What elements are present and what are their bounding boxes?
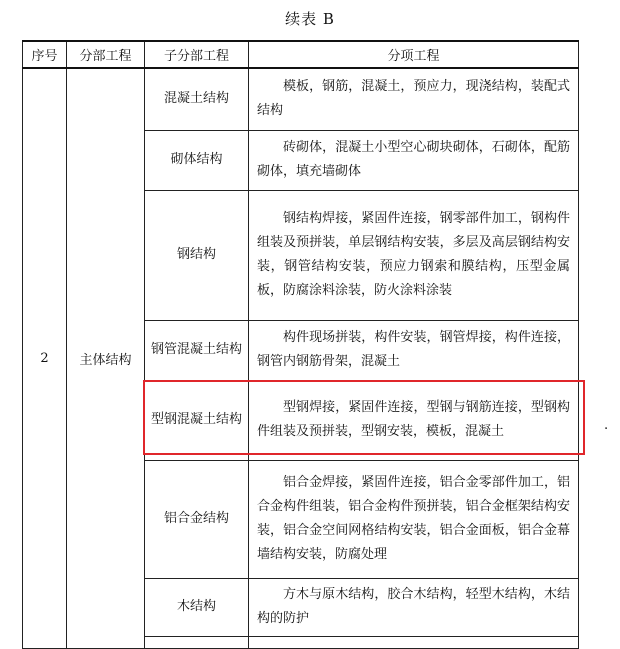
highlight-box	[143, 380, 585, 455]
header-subdivision: 子分部工程	[145, 41, 249, 68]
subdivision-cell: 钢结构	[145, 190, 249, 320]
construction-division-table	[22, 40, 579, 649]
margin-mark: .	[604, 418, 609, 433]
subdivision-cell: 铝合金结构	[145, 460, 249, 578]
items-cell: 模板，钢筋，混凝土，预应力，现浇结构，装配式结构	[249, 68, 579, 130]
subdivision-cell: 砌体结构	[145, 130, 249, 190]
index-cell: 2	[23, 68, 67, 648]
header-index: 序号	[23, 41, 67, 68]
subdivision-cell: 混凝土结构	[145, 68, 249, 130]
items-cell: 构件现场拼装，构件安装，钢管焊接，构件连接，钢管内钢筋骨架，混凝土	[249, 320, 579, 380]
subdivision-cell: 型钢混凝土结构	[145, 380, 249, 460]
division-cell: 主体结构	[67, 68, 145, 648]
table-row	[23, 68, 579, 130]
header-division: 分部工程	[67, 41, 145, 68]
items-cell: 砖砌体，混凝土小型空心砌块砌体，石砌体，配筋砌体，填充墙砌体	[249, 130, 579, 190]
items-cell: 方木与原木结构，胶合木结构，轻型木结构，木结构的防护	[249, 578, 579, 636]
table-header-row	[23, 41, 579, 68]
header-items: 分项工程	[249, 41, 579, 68]
table-caption: 续表 B	[285, 10, 335, 28]
subdivision-cell: 钢管混凝土结构	[145, 320, 249, 380]
subdivision-cell: 木结构	[145, 578, 249, 636]
items-cell: 型钢焊接，紧固件连接，型钢与钢筋连接，型钢构件组装及预拼装，型钢安装，模板，混凝土	[249, 380, 579, 460]
items-cell: 铝合金焊接，紧固件连接，铝合金零部件加工，铝合金构件组装，铝合金构件预拼装，铝合金框架结构安装，铝合金空间网格结构安装，铝合金面板，铝合金幕墙结构安装，防腐处理	[249, 460, 579, 578]
items-cell: 钢结构焊接，紧固件连接，钢零部件加工，钢构件组装及预拼装，单层钢结构安装，多层及高层钢结构安装，钢管结构安装，预应力钢索和膜结构，压型金属板，防腐涂料涂装，防火涂料涂装	[249, 190, 579, 320]
